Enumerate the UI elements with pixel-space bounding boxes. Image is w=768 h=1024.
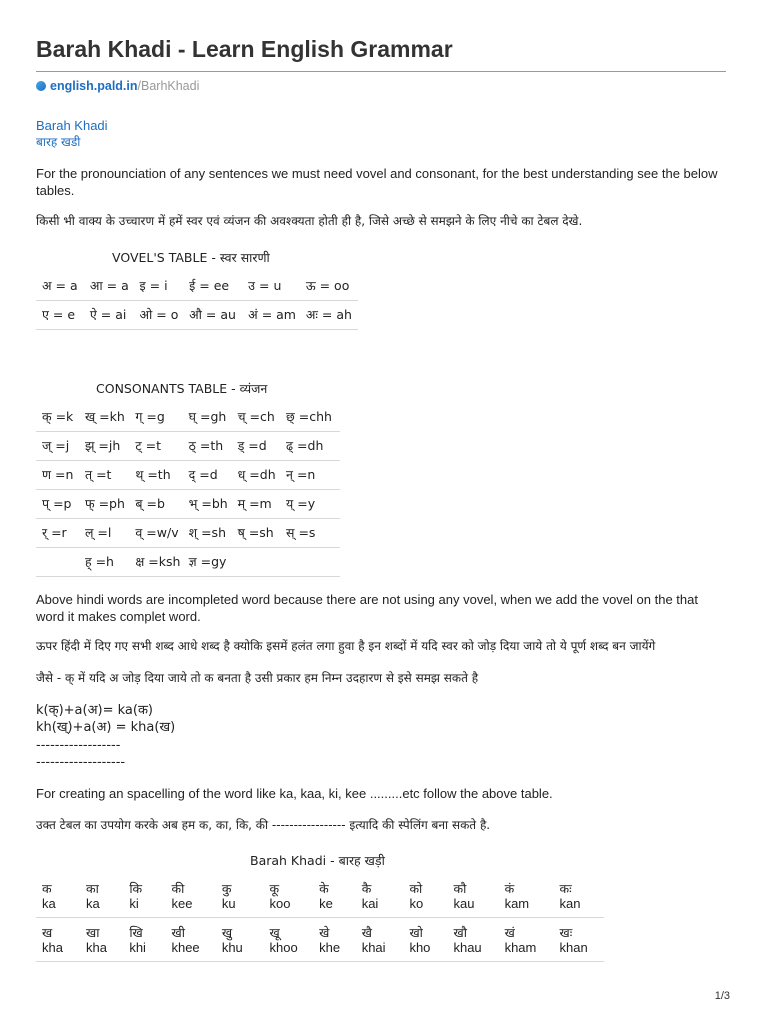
barah-devanagari: कः xyxy=(559,881,572,896)
barah-cell xyxy=(554,918,604,962)
vovel-cell: ओ = o xyxy=(134,300,184,329)
barah-roman: kai xyxy=(361,896,379,911)
consonant-row xyxy=(36,431,340,460)
vovel-cell: ऊ = oo xyxy=(300,271,358,300)
vovel-cell: आ = a xyxy=(84,271,134,300)
consonant-row xyxy=(36,460,340,489)
barah-cell xyxy=(403,918,447,962)
consonant-cell: त् =t xyxy=(79,460,129,489)
consonant-cell: फ् =ph xyxy=(79,489,129,518)
barah-devanagari: खु xyxy=(221,925,233,940)
barah-cell xyxy=(80,874,123,918)
consonant-cell xyxy=(36,547,79,576)
barah-roman: kham xyxy=(504,940,537,955)
barah-roman: kan xyxy=(559,896,581,911)
consonant-cell: ल् =l xyxy=(79,518,129,547)
barah-roman: kho xyxy=(409,940,431,955)
barah-devanagari: खो xyxy=(409,925,423,940)
intro-hindi: किसी भी वाक्य के उच्चारण में हमें स्वर एवं व्यंजन की अवश्क्यता होती ही है, जिसे अच्छे से समझने के लिए नीचे का टेबल देखे. xyxy=(36,214,583,228)
barah-cell xyxy=(447,918,498,962)
barah-cell xyxy=(499,918,554,962)
barah-roman: kha xyxy=(86,940,107,955)
barah-roman: kha xyxy=(42,940,63,955)
barah-devanagari: कू xyxy=(269,881,280,896)
barah-roman: khoo xyxy=(269,940,298,955)
barah-row xyxy=(36,918,604,962)
consonant-cell: स् =s xyxy=(280,518,340,547)
barah-devanagari: खा xyxy=(86,925,100,940)
barah-cell xyxy=(554,874,604,918)
barah-devanagari: को xyxy=(409,881,423,896)
barah-roman: ki xyxy=(129,896,139,911)
barah-cell xyxy=(165,874,215,918)
vovel-cell: अः = ah xyxy=(300,300,358,329)
barah-roman: khi xyxy=(129,940,146,955)
consonant-cell: ठ् =th xyxy=(183,431,232,460)
barah-devanagari: कु xyxy=(221,881,232,896)
consonant-table-caption: CONSONANTS TABLE - व्यंजन xyxy=(96,381,268,396)
barah-devanagari: खी xyxy=(171,925,185,940)
vovel-cell: उ = u xyxy=(242,271,300,300)
heading-link-english[interactable]: Barah Khadi xyxy=(36,118,108,133)
consonant-cell: श् =sh xyxy=(183,518,232,547)
consonant-cell: ट् =t xyxy=(129,431,182,460)
title-divider xyxy=(36,71,726,72)
barah-roman: khe xyxy=(319,940,341,955)
separator-dashes-1: ------------------ xyxy=(36,738,121,753)
barah-roman: ko xyxy=(409,896,424,911)
barah-roman: kau xyxy=(453,896,475,911)
barah-devanagari: खे xyxy=(319,925,330,940)
consonant-cell: म् =m xyxy=(232,489,280,518)
consonant-cell xyxy=(280,547,340,576)
para-example-hindi: जैसे - क् में यदि अ जोड़ दिया जाये तो क बनता है उसी प्रकार हम निम्न उदहारण से इसे समझ सकते है xyxy=(36,671,479,685)
consonant-cell: ष् =sh xyxy=(232,518,280,547)
barah-devanagari: खि xyxy=(129,925,143,940)
barah-devanagari: कि xyxy=(129,881,143,896)
consonant-cell xyxy=(232,547,280,576)
consonant-cell: थ् =th xyxy=(129,460,182,489)
barah-cell xyxy=(80,918,123,962)
barah-devanagari: का xyxy=(86,881,99,896)
barah-devanagari: के xyxy=(319,881,329,896)
barah-devanagari: क xyxy=(42,881,52,896)
vovel-cell: इ = i xyxy=(134,271,184,300)
barah-roman: khau xyxy=(453,940,482,955)
barah-devanagari: कौ xyxy=(453,881,467,896)
barah-roman: ka xyxy=(42,896,56,911)
consonant-cell: ख् =kh xyxy=(79,402,129,431)
barah-roman: ku xyxy=(221,896,236,911)
consonant-cell: छ् =chh xyxy=(280,402,340,431)
barah-devanagari: खै xyxy=(361,925,372,940)
barah-devanagari: ख xyxy=(42,925,53,940)
vovel-row xyxy=(36,271,358,300)
barah-roman: koo xyxy=(269,896,291,911)
barah-row xyxy=(36,874,604,918)
consonant-cell: घ् =gh xyxy=(183,402,232,431)
source-path[interactable]: /BarhKhadi xyxy=(137,79,200,93)
barah-devanagari: कै xyxy=(361,881,372,896)
para-spelling-hindi: उक्त टेबल का उपयोग करके अब हम क, का, कि, की ----------------- इत्यादि की स्पेलिंग बना सकते है. xyxy=(36,818,491,832)
consonant-cell: भ् =bh xyxy=(183,489,232,518)
consonant-cell: ग् =g xyxy=(129,402,182,431)
barah-cell xyxy=(123,874,165,918)
consonant-cell: ड् =d xyxy=(232,431,280,460)
heading-link-hindi[interactable]: बारह खडी xyxy=(36,135,81,149)
consonant-cell: ब् =b xyxy=(129,489,182,518)
consonant-table xyxy=(36,402,340,577)
vovel-table-caption: VOVEL'S TABLE - स्वर सारणी xyxy=(112,250,270,265)
consonant-cell: य् =y xyxy=(280,489,340,518)
barah-cell xyxy=(36,874,80,918)
consonant-cell: ज्ञ =gy xyxy=(183,547,232,576)
vovel-cell: औ = au xyxy=(183,300,242,329)
vovel-cell: ऐ = ai xyxy=(84,300,134,329)
barah-roman: khai xyxy=(361,940,386,955)
barah-devanagari: की xyxy=(171,881,185,896)
barah-cell xyxy=(403,874,447,918)
barah-cell xyxy=(356,874,404,918)
vovel-cell: ए = e xyxy=(36,300,84,329)
consonant-row xyxy=(36,518,340,547)
consonant-cell: ह् =h xyxy=(79,547,129,576)
page-indicator: 1/3 xyxy=(714,990,730,1002)
barah-devanagari: खः xyxy=(559,925,573,940)
barah-cell xyxy=(216,874,264,918)
barah-roman: kam xyxy=(504,896,530,911)
barah-roman: ka xyxy=(86,896,100,911)
example-kha: kh(ख्)+a(अ) = kha(ख) xyxy=(36,720,176,735)
barah-devanagari: कं xyxy=(504,881,515,896)
para-incomplete-english: Above hindi words are incompleted word because there are not using any vovel, when we add the vovel on the that word it makes complet word. xyxy=(36,592,698,624)
consonant-cell: ज् =j xyxy=(36,431,79,460)
consonant-row xyxy=(36,489,340,518)
page-title: Barah Khadi - Learn English Grammar xyxy=(36,36,453,62)
consonant-cell: क् =k xyxy=(36,402,79,431)
consonant-row xyxy=(36,547,340,576)
barah-cell xyxy=(313,874,356,918)
vovel-table xyxy=(36,271,358,330)
barah-cell xyxy=(36,918,80,962)
barah-cell xyxy=(499,874,554,918)
barah-cell xyxy=(313,918,356,962)
consonant-row xyxy=(36,402,340,431)
example-ka: k(क्)+a(अ)= ka(क) xyxy=(36,703,154,718)
vovel-cell: अं = am xyxy=(242,300,300,329)
consonant-cell: ध् =dh xyxy=(232,460,280,489)
consonant-cell: झ् =jh xyxy=(79,431,129,460)
para-spelling-english: For creating an spacelling of the word like ka, kaa, ki, kee .........etc follow the above table. xyxy=(36,786,553,801)
vovel-row xyxy=(36,300,358,329)
barah-roman: khu xyxy=(221,940,243,955)
barah-cell xyxy=(447,874,498,918)
consonant-cell: द् =d xyxy=(183,460,232,489)
vovel-cell: अ = a xyxy=(36,271,84,300)
consonant-cell: प् =p xyxy=(36,489,79,518)
consonant-cell: र् =r xyxy=(36,518,79,547)
barah-cell xyxy=(123,918,165,962)
barah-table-caption: Barah Khadi - बारह खड़ी xyxy=(250,853,385,868)
vovel-cell: ई = ee xyxy=(183,271,242,300)
consonant-cell: ण =n xyxy=(36,460,79,489)
barah-roman: ke xyxy=(319,896,333,911)
barah-devanagari: खं xyxy=(504,925,515,940)
intro-english: For the pronounciation of any sentences we must need vovel and consonant, for the best understanding see the below tables. xyxy=(36,166,718,198)
source-link[interactable] xyxy=(36,79,199,93)
para-incomplete-hindi: ऊपर हिंदी में दिए गए सभी शब्द आधे शब्द है क्योकि इसमें हलंत लगा हुवा है इन शब्दों में यदि स्वर को जोड़ दिया जाये तो ये पूर्ण शब्द बन जायेंगे xyxy=(36,639,656,653)
barah-cell xyxy=(216,918,264,962)
barah-roman: kee xyxy=(171,896,193,911)
consonant-cell: च् =ch xyxy=(232,402,280,431)
consonant-cell: ढ् =dh xyxy=(280,431,340,460)
barah-cell xyxy=(264,874,314,918)
barah-cell xyxy=(356,918,404,962)
barah-khadi-table xyxy=(36,874,604,962)
barah-roman: khee xyxy=(171,940,200,955)
consonant-cell: न् =n xyxy=(280,460,340,489)
consonant-cell: व् =w/v xyxy=(129,518,182,547)
consonant-cell: क्ष =ksh xyxy=(129,547,182,576)
barah-devanagari: खौ xyxy=(453,925,467,940)
separator-dashes-2: ------------------- xyxy=(36,755,126,770)
barah-devanagari: खू xyxy=(269,925,280,940)
barah-cell xyxy=(264,918,314,962)
site-logo-icon xyxy=(36,81,46,91)
barah-cell xyxy=(165,918,215,962)
source-domain[interactable]: english.pald.in xyxy=(50,79,138,93)
barah-roman: khan xyxy=(559,940,588,955)
